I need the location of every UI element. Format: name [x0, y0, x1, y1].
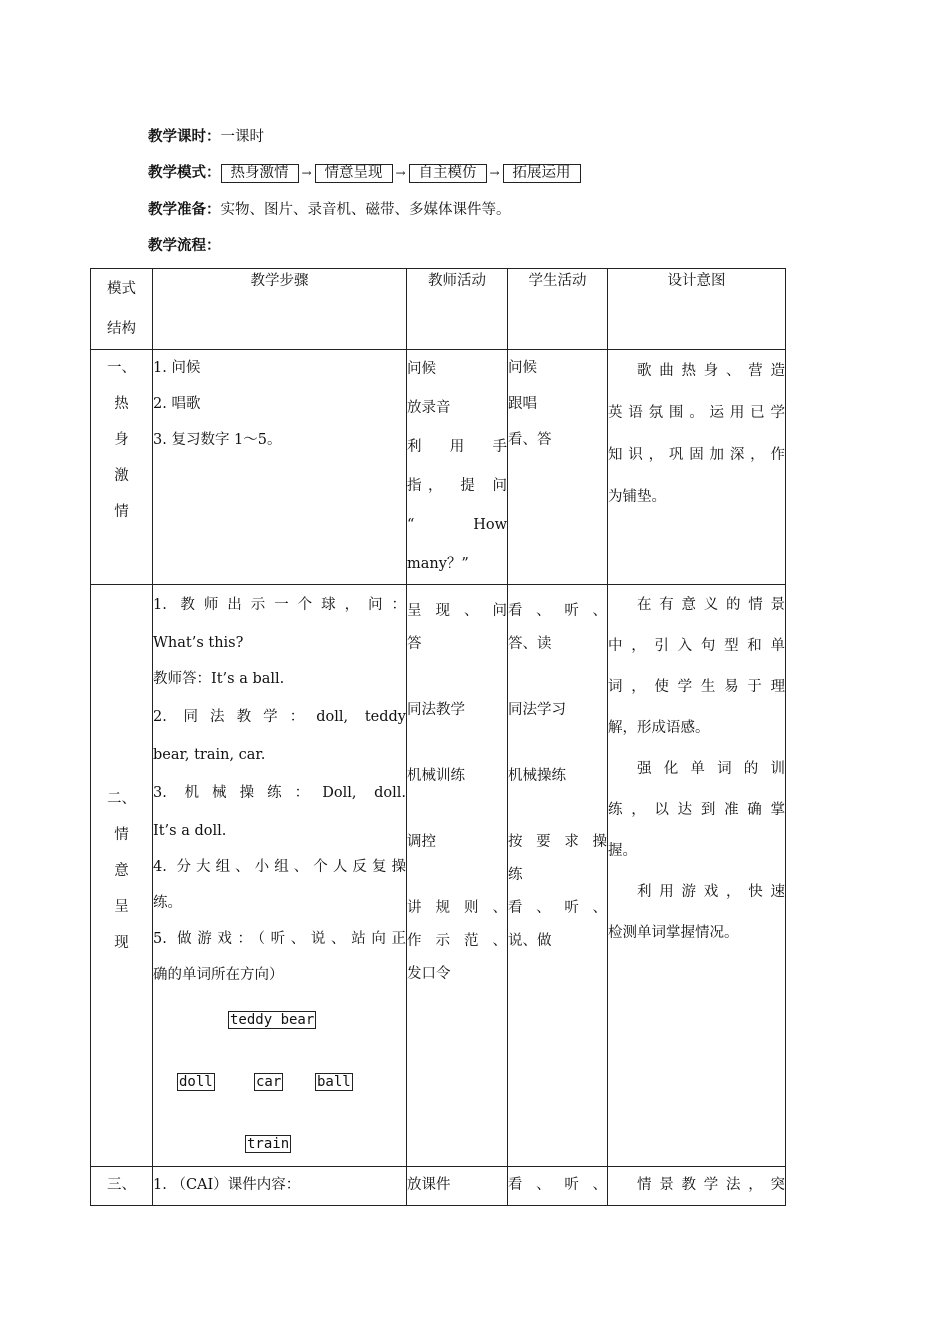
row3-intent: [608, 1167, 786, 1206]
mode-text: 情: [114, 504, 129, 520]
intent-line: 握。: [608, 843, 637, 859]
mode-text: 身: [114, 432, 129, 448]
game-word-ball: ball: [317, 1074, 351, 1090]
intent-line: 词，使学生易于理: [608, 679, 785, 695]
table-row: [91, 585, 786, 1167]
mode-text: 三、: [107, 1177, 136, 1193]
row1-teacher: [407, 350, 508, 585]
teacher-line: 发口令: [407, 966, 451, 982]
student-line: 按要求操: [508, 834, 607, 850]
student-line: 说、做: [508, 933, 552, 949]
lesson-flow-table: [90, 268, 786, 1206]
table-row: [91, 1167, 786, 1206]
intent-line: 利用游戏，快速: [637, 884, 785, 900]
game-word-car: car: [256, 1074, 282, 1090]
teacher-line: 答: [407, 636, 422, 652]
row1-intent: [608, 350, 786, 585]
mode-text: 现: [114, 935, 129, 951]
row2-teacher: [407, 585, 508, 1167]
student-line: 看、答: [508, 432, 552, 448]
student-line: 机械操练: [508, 768, 566, 784]
teacher-line: [407, 859, 507, 892]
mode-text: 激: [114, 468, 129, 484]
teacher-line: [407, 727, 507, 760]
intent-line: 解，形成语感。: [608, 720, 710, 736]
teacher-line: 放录音: [407, 400, 451, 416]
teacher-line: [407, 661, 507, 694]
header-intent: 设计意图: [608, 269, 786, 350]
step-line: 3. 机械操练：Doll, doll.: [153, 785, 406, 801]
teacher-line: 机械训练: [407, 768, 465, 784]
step-line: What’s this?: [153, 635, 244, 651]
teaching-mode-label: 教学模式：: [148, 165, 221, 181]
row3-student: [508, 1167, 608, 1206]
intent-line: 中，引入句型和单: [608, 638, 785, 654]
step-line: 3. 复习数字 1～5。: [153, 432, 282, 448]
mode-step-3: 自主模仿: [409, 164, 487, 183]
step-line: 2. 同法教学：doll, teddy: [153, 709, 406, 725]
teacher-line: 呈现、问: [407, 603, 507, 619]
teacher-line: 指， 提 问: [407, 478, 507, 494]
teacher-line: [407, 793, 507, 826]
intent-line: 练，以达到准确掌: [608, 802, 785, 818]
arrow-icon: →: [395, 166, 406, 180]
teaching-prep: [148, 199, 511, 221]
teacher-line: 讲规则、: [407, 900, 507, 916]
intent-line: 情景教学法，突: [637, 1177, 785, 1193]
mode-text: 热: [114, 396, 129, 412]
student-line: 看、听、: [508, 603, 607, 619]
student-line: 练: [508, 867, 523, 883]
row2-intent: [608, 585, 786, 1167]
teacher-line: 问候: [407, 361, 436, 377]
table-row: [91, 350, 786, 585]
student-line: 问候: [508, 360, 537, 376]
row2-steps: [153, 585, 407, 1167]
step-line: 1. （CAI）课件内容：: [153, 1177, 301, 1193]
intent-line: 强化单词的训: [637, 761, 785, 777]
step-line: 练。: [153, 895, 182, 911]
arrow-icon: →: [301, 166, 312, 180]
step-line: 1. 教师出示一个球，问：: [153, 597, 406, 613]
row2-student: [508, 585, 608, 1167]
row3-teacher: [407, 1167, 508, 1206]
table-header-row: [91, 269, 786, 350]
row1-student: [508, 350, 608, 585]
row2-mode: [91, 585, 153, 1167]
row3-mode: [91, 1167, 153, 1206]
teaching-mode: [148, 162, 581, 184]
teaching-prep-label: 教学准备：: [148, 202, 221, 218]
teacher-line: 作示范、: [407, 933, 507, 949]
header-mode: [91, 269, 153, 350]
mode-step-4: 拓展运用: [503, 164, 581, 183]
step-line: 教师答：It’s a ball.: [153, 671, 285, 687]
teacher-line: 调控: [407, 834, 436, 850]
row1-mode: [91, 350, 153, 585]
intent-line: 英语氛围。运用已学: [608, 405, 785, 421]
step-line: 1. 问候: [153, 360, 201, 376]
step-line: 4. 分大组、小组、个人反复操: [153, 859, 406, 875]
student-line: [508, 793, 607, 826]
teacher-line: “ How: [407, 517, 507, 533]
game-word-doll: doll: [179, 1074, 213, 1090]
game-word-train: train: [247, 1136, 290, 1152]
mode-text: 意: [114, 863, 129, 879]
teacher-line: 同法教学: [407, 702, 465, 718]
mode-text: 呈: [114, 899, 129, 915]
step-line: 5. 做游戏：（听、说、站向正: [153, 931, 406, 947]
intent-line: 在有意义的情景: [637, 597, 785, 613]
student-line: 看、听、: [508, 900, 607, 916]
intent-line: 检测单词掌握情况。: [608, 925, 739, 941]
mode-text: 一、: [107, 360, 136, 376]
header-student: 学生活动: [508, 269, 608, 350]
lesson-hours-value: 一课时: [220, 129, 264, 145]
header-steps: 教学步骤: [153, 269, 407, 350]
mode-step-2: 情意呈现: [315, 164, 393, 183]
student-line: 同法学习: [508, 702, 566, 718]
student-line: [508, 727, 607, 760]
teaching-flow-label: 教学流程：: [148, 238, 221, 254]
student-line: 跟唱: [508, 396, 537, 412]
mode-text: 情: [114, 827, 129, 843]
teacher-line: many？”: [407, 556, 469, 572]
teacher-line: 放课件: [407, 1177, 451, 1193]
student-line: 答、读: [508, 636, 552, 652]
mode-text: 二、: [107, 791, 136, 807]
header-mode-line2: 结构: [107, 321, 136, 337]
lesson-hours-label: 教学课时：: [148, 129, 221, 145]
header-teacher: 教师活动: [407, 269, 508, 350]
teacher-line: 利 用 手: [407, 439, 507, 455]
teaching-flow-heading: [148, 235, 221, 257]
row3-steps: [153, 1167, 407, 1206]
lesson-hours: [148, 126, 264, 148]
teaching-prep-value: 实物、图片、录音机、磁带、多媒体课件等。: [220, 202, 511, 218]
intent-line: 为铺垫。: [608, 489, 666, 505]
step-line: It’s a doll.: [153, 823, 227, 839]
header-mode-line1: 模式: [107, 281, 136, 297]
mode-step-1: 热身激情: [221, 164, 299, 183]
student-line: 看、听、: [508, 1177, 607, 1193]
intent-line: 知识，巩固加深，作: [608, 447, 785, 463]
student-line: [508, 661, 607, 694]
row1-steps: [153, 350, 407, 585]
intent-line: 歌曲热身、营造: [637, 363, 785, 379]
step-line: 2. 唱歌: [153, 396, 201, 412]
arrow-icon: →: [489, 166, 500, 180]
step-line: bear, train, car.: [153, 747, 266, 763]
game-word-teddy-bear: teddy bear: [230, 1012, 315, 1028]
step-line: 确的单词所在方向）: [153, 967, 284, 983]
